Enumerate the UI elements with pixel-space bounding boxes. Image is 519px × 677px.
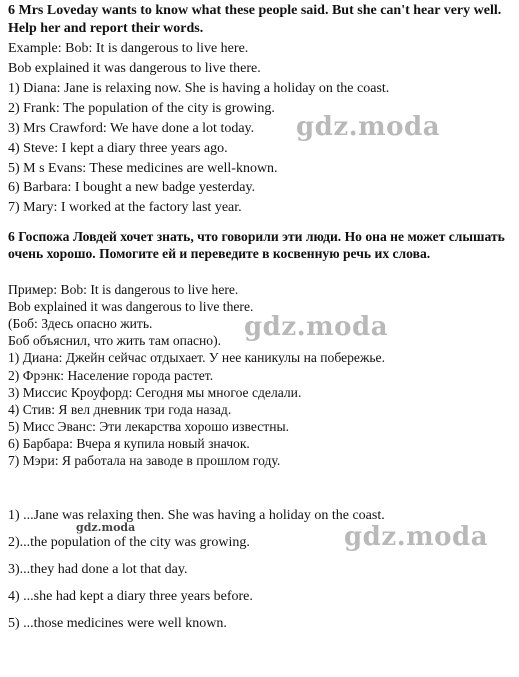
exercise-heading-english: 6 Mrs Loveday wants to know what these people said. But she can't hear very well. Help her and report their words.: [8, 3, 502, 36]
ru-example-label: Пример: Bob: It is dangerous to live here.: [8, 282, 239, 297]
watermark-logo: gdz.moda: [344, 522, 489, 552]
ru-example-translation-1: (Боб: Здесь опасно жить.: [8, 316, 153, 331]
russian-item-3: 3) Миссис Кроуфорд: Сегодня мы многое сделали.: [8, 385, 302, 400]
exercise-heading-russian: 6 Госпожа Ловдей хочет знать, что говорили эти люди. Но она не может слышать очень хорошо. Помогите ей и переведите в косвенную речь их слова.: [8, 229, 505, 261]
watermark-logo-small: gdz.moda: [76, 521, 136, 534]
ru-example-translation-2: Боб объяснил, что жить там опасно).: [8, 333, 222, 348]
ru-example-report: Bob explained it was dangerous to live there.: [8, 299, 254, 314]
russian-item-1: 1) Диана: Джейн сейчас отдыхает. У нее каникулы на побережье.: [8, 350, 385, 365]
english-item-5: 5) M s Evans: These medicines are well-known.: [8, 161, 278, 176]
english-item-6: 6) Barbara: I bought a new badge yesterday.: [8, 180, 256, 195]
watermark-logo: gdz.moda: [244, 312, 389, 342]
answer-4: 4) ...she had kept a diary three years before.: [8, 589, 253, 604]
example-report: Bob explained it was dangerous to live there.: [8, 61, 261, 76]
russian-item-5: 5) Мисс Эванс: Эти лекарства хорошо известны.: [8, 419, 290, 434]
english-item-4: 4) Steve: I kept a diary three years ago.: [8, 141, 228, 156]
russian-item-7: 7) Мэри: Я работала на заводе в прошлом году.: [8, 453, 281, 468]
watermark-logo: gdz.moda: [296, 112, 441, 142]
answer-3: 3)...they had done a lot that day.: [8, 562, 188, 577]
russian-item-2: 2) Фрэнк: Население города растет.: [8, 368, 214, 383]
russian-item-4: 4) Стив: Я вел дневник три года назад.: [8, 402, 232, 417]
answer-1: 1) ...Jane was relaxing then. She was having a holiday on the coast.: [8, 508, 385, 523]
english-item-3: 3) Mrs Crawford: We have done a lot today.: [8, 121, 255, 136]
answer-5: 5) ...those medicines were well known.: [8, 616, 227, 631]
english-item-1: 1) Diana: Jane is relaxing now. She is having a holiday on the coast.: [8, 81, 390, 96]
answer-2: 2)...the population of the city was growing.: [8, 535, 250, 550]
english-item-7: 7) Mary: I worked at the factory last year.: [8, 200, 242, 215]
russian-item-6: 6) Барбара: Вчера я купила новый значок.: [8, 436, 250, 451]
english-item-2: 2) Frank: The population of the city is growing.: [8, 101, 275, 116]
example-label: Example: Bob: It is dangerous to live here.: [8, 41, 249, 56]
